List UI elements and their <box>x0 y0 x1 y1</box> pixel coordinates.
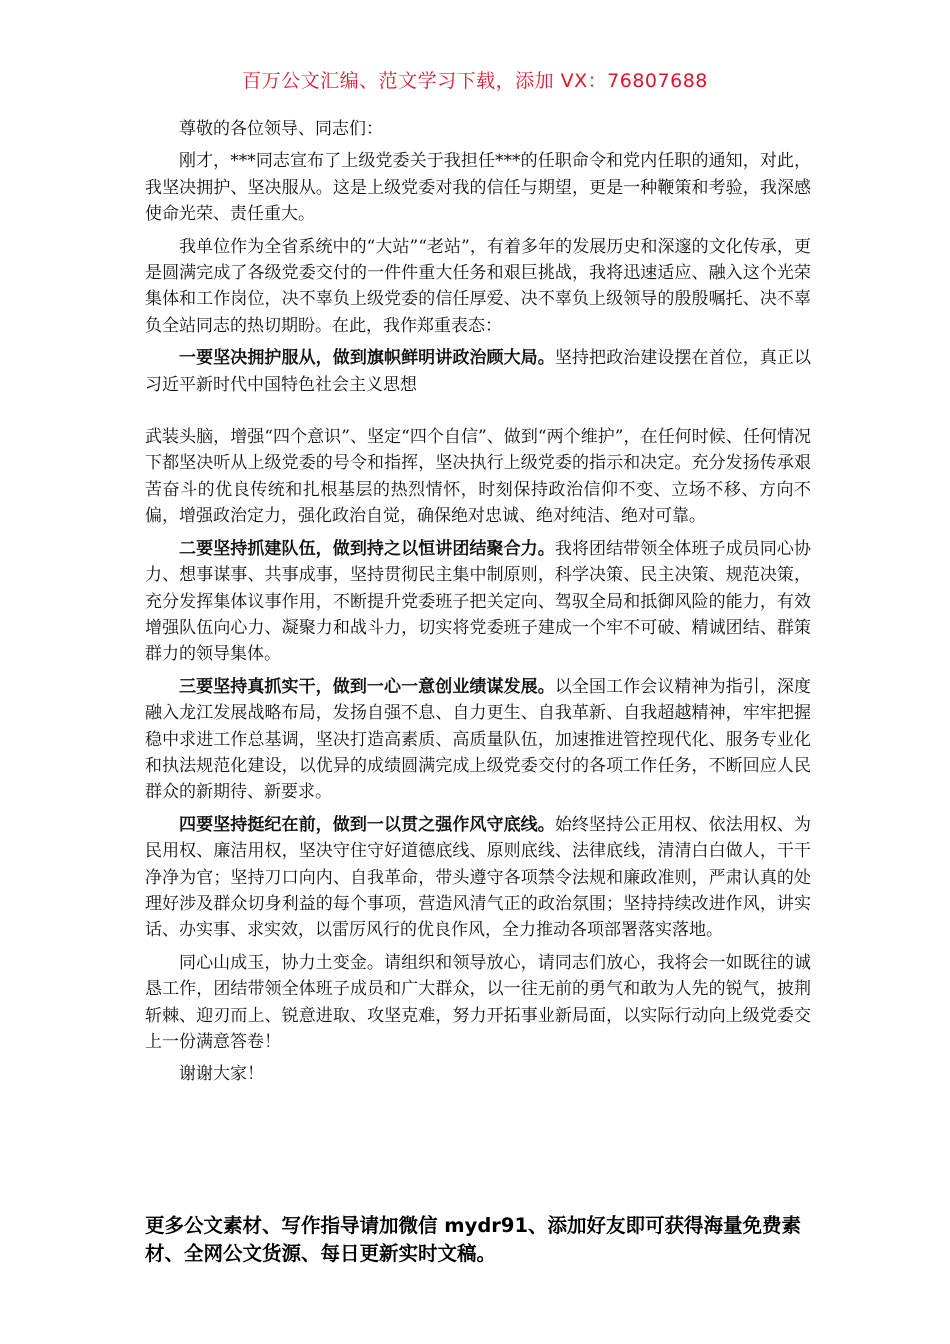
document-body <box>145 116 811 1094</box>
section-2-title: 二要坚持抓建队伍，做到持之以恒讲团结聚合力。 <box>179 538 555 559</box>
section-4 <box>145 812 811 944</box>
paragraph-closing: 同心山成玉，协力土变金。请组织和领导放心，请同志们放心，我将会一如既往的诚恳工作，团结带领全体班子成员和广大群众，以一往无前的勇气和敢为人先的锐气，披荆斩棘、迎刃而上、锐意进取、攻坚克难，努力开拓事业新局面，以实际行动向上级党委交上一份满意答卷！ <box>145 952 811 1052</box>
section-2 <box>145 536 811 668</box>
section-2-text: 我将团结带领全体班子成员同心协力、想事谋事、共事成事，坚持贯彻民主集中制原则，科学决策、民主决策、规范决策，充分发挥集体议事作用，不断提升党委班子把关定向、驾驭全局和抵御风险的能力，有效增强队伍向心力、凝聚力和战斗力，切实将党委班子建成一个牢不可破、精诚团结、群策群力的领导集体。 <box>145 538 812 665</box>
section-4-text: 始终坚持公正用权、依法用权、为民用权、廉洁用权，坚决守住守好道德底线、原则底线、法律底线，清清白白做人，干干净净为官；坚持刀口向内、自我革命，带头遵守各项禁令法规和廉政准则，严肃认真的处理好涉及群众切身利益的每个事项，营造风清气正的政治氛围；坚持持续改进作风，讲实话、办实事、求实效，以雷厉风行的优良作风，全力推动各项部署落实落地。 <box>145 814 812 941</box>
section-1-text-a: 坚持把政治建设摆在首位，真正以习近平新时代中国特色社会主义思想 <box>145 348 812 395</box>
header-promo: 百万公文汇编、范文学习下载，添加 VX：76807688 <box>242 70 708 92</box>
greeting: 尊敬的各位领导、同志们： <box>179 119 383 139</box>
section-3-title: 三要坚持真抓实干，做到一心一意创业绩谋发展。 <box>179 676 555 697</box>
paragraph-intro: 刚才，***同志宣布了上级党委关于我担任***的任职命令和党内任职的通知，对此，我坚决拥护、坚决服从。这是上级党委对我的信任与期望，更是一种鞭策和考验，我深感使命光荣、责任重大。 <box>145 151 811 225</box>
line-gap <box>145 398 811 424</box>
section-3-text: 以全国工作会议精神为指引，深度融入龙江发展战略布局，发扬自强不息、自力更生、自我革新、自我超越精神，牢牢把握稳中求进工作总基调，坚决打造高素质、高质量队伍，加速推进管控现代化、服务专业化和执法规范化建设，以优异的成绩圆满完成上级党委交付的各项工作任务，不断回应人民群众的新期待、新要求。 <box>145 676 812 803</box>
footer-promo: 更多公文素材、写作指导请加微信 mydr91、添加好友即可获得海量免费素材、全网公文货源、每日更新实时文稿。 <box>145 1214 802 1265</box>
section-3 <box>145 674 811 806</box>
thanks: 谢谢大家！ <box>179 1064 264 1085</box>
section-1-text-b: 武装头脑，增强“四个意识”、坚定“四个自信”、做到“两个维护”，在任何时候、任何情况下都坚决听从上级党委的号令和指挥，坚决执行上级党委的指示和决定。充分发扬传承艰苦奋斗的优良传统和扎根基层的热烈情怀，时刻保持政治信仰不变、立场不移、方向不偏，增强政治定力，强化政治自觉，确保绝对忠诚、绝对纯洁、绝对可靠。 <box>145 427 811 527</box>
section-1 <box>145 345 811 529</box>
section-4-title: 四要坚持挺纪在前，做到一以贯之强作风守底线。 <box>179 814 555 835</box>
paragraph-background: 我单位作为全省系统中的“大站”“老站”，有着多年的发展历史和深邃的文化传承，更是圆满完成了各级党委交付的一件件重大任务和艰巨挑战，我将迅速适应、融入这个光荣集体和工作岗位，决不辜负上级党委的信任厚爱、决不辜负上级领导的殷殷嘱托、决不辜负全站同志的热切期盼。在此，我作郑重表态： <box>145 236 811 336</box>
section-1-title: 一要坚决拥护服从，做到旗帜鲜明讲政治顾大局。 <box>179 348 555 369</box>
